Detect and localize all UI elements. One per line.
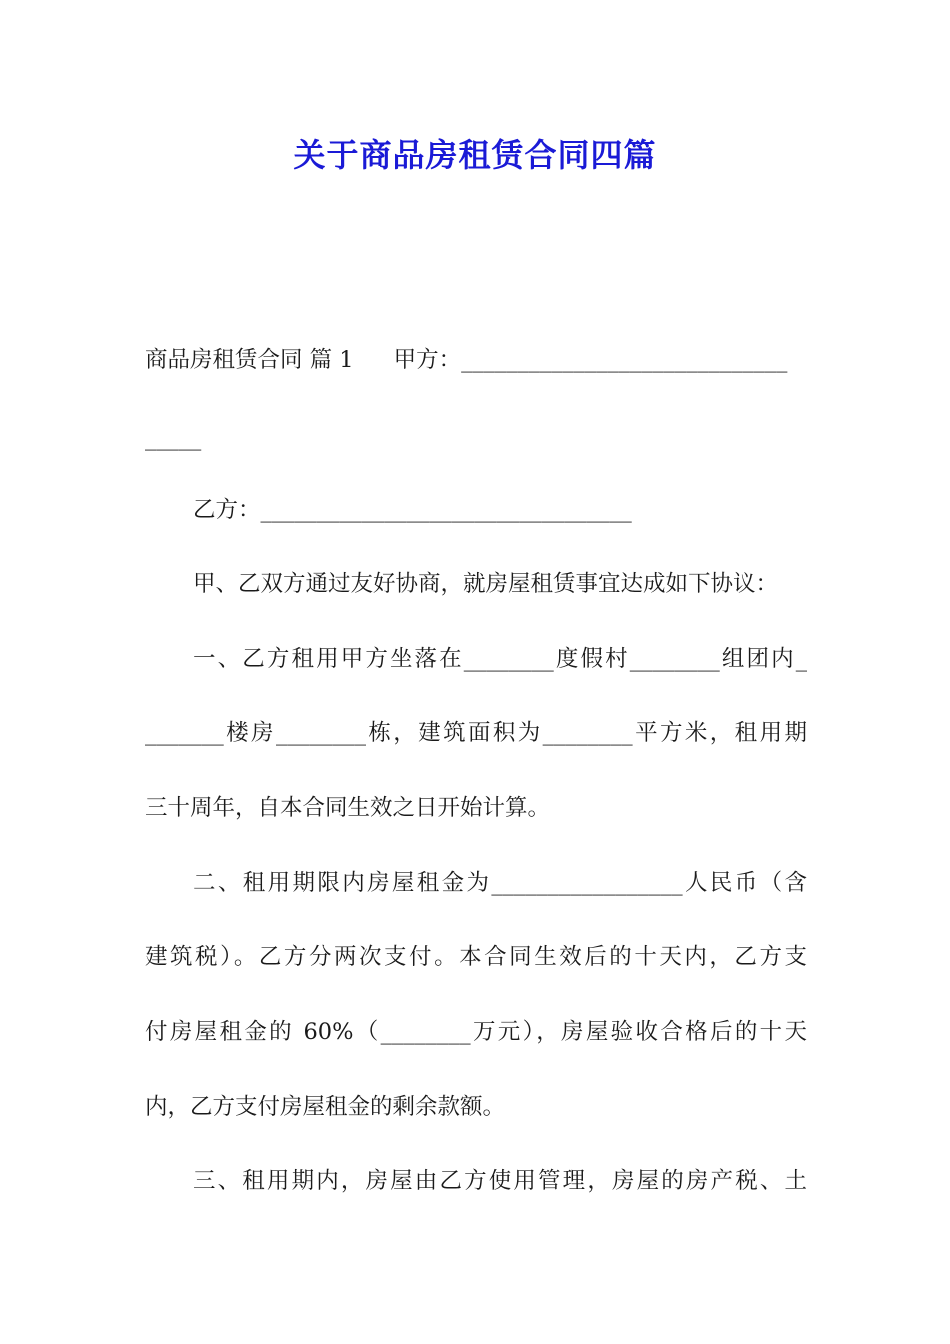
contract-heading: 商品房租赁合同 篇 1 (145, 347, 354, 373)
clause-2-line-3: 付房屋租金的 60%（________万元），房屋验收合格后的十天 (145, 1019, 807, 1045)
clause-2-line-2: 建筑税）。乙方分两次支付。本合同生效后的十天内，乙方支 (145, 944, 807, 970)
paragraph-line-1 (145, 345, 807, 375)
clause-1-line-1: 一、乙方租用甲方坐落在________度假村________组团内_ (193, 646, 807, 672)
clause-2-line-4: 内，乙方支付房屋租金的剩余款额。 (145, 1094, 506, 1120)
party-a-field: 甲方：_____________________________ (393, 347, 788, 373)
document-title: 关于商品房租赁合同四篇 (293, 136, 657, 174)
party-b-line: 乙方：_________________________________ (193, 497, 632, 523)
clause-1-line-2: _______楼房________栋，建筑面积为________平方米，租用期 (145, 720, 807, 746)
intro-line: 甲、乙双方通过友好协商，就房屋租赁事宜达成如下协议： (193, 571, 779, 597)
clause-3-line-1: 三、租用期内，房屋由乙方使用管理，房屋的房产税、土 (193, 1168, 807, 1194)
clause-1-line-3: 三十周年，自本合同生效之日开始计算。 (145, 795, 551, 821)
clause-2-line-1: 二、租用期限内房屋租金为_________________人民币（含 (193, 870, 807, 896)
paragraph-line-2: _____ (145, 425, 202, 451)
